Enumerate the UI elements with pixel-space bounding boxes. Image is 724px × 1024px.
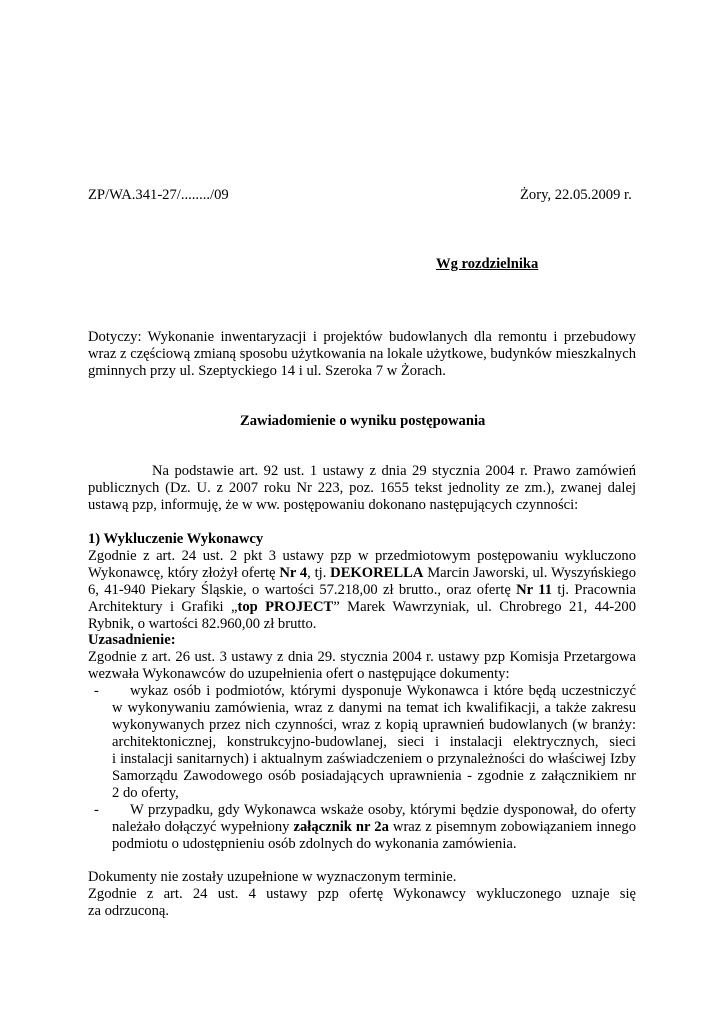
justification-line-1: Zgodnie z art. 26 ust. 3 ustawy z dnia 29. stycznia 2004 r. ustawy pzp Komisja Przetargowa xyxy=(88,649,636,665)
exclusion-line-1: Zgodnie z art. 24 ust. 2 pkt 3 ustawy pzp w przedmiotowym postępowaniu wykluczono xyxy=(88,548,636,564)
intro-line-1: Na podstawie art. 92 ust. 1 ustawy z dnia 29 stycznia 2004 r. Prawo zamówień xyxy=(152,463,636,479)
justification-line-2: wezwała Wykonawców do uzupełnienia ofert o następujące dokumenty: xyxy=(88,666,510,682)
bullet-dash-1: - xyxy=(94,683,99,699)
closing-line-2: Zgodnie z art. 24 ust. 4 ustawy pzp ofertę Wykonawcy wykluczonego uznaje się xyxy=(88,886,636,902)
document-title: Zawiadomienie o wyniku postępowania xyxy=(240,413,486,429)
bullet-1-line-3: wykonywanych przez nich czynności, wraz z kopią uprawnień budowlanych (w branży: xyxy=(112,717,636,733)
bullet-2-line-1: W przypadku, gdy Wykonawca wskaże osoby, którymi będzie dysponował, do oferty xyxy=(130,802,636,818)
justification-label: Uzasadnienie: xyxy=(88,632,176,648)
exclusion-line-2: Wykonawcę, który złożył ofertę Nr 4, tj. DEKORELLA Marcin Jaworski, ul. Wyszyńskiego xyxy=(88,565,637,581)
bullet-1-line-6: Samorządu Zawodowego osób posiadających uprawnienia - zgodnie z załącznikiem nr xyxy=(112,768,636,784)
bullet-1-line-4: architektonicznej, konstrukcyjno-budowlanej, sieci i instalacji elektrycznych, sieci xyxy=(112,734,636,750)
closing-line-1: Dokumenty nie zostały uzupełnione w wyznaczonym terminie. xyxy=(88,869,457,885)
bullet-2-line-2: należało dołączyć wypełniony załącznik nr 2a wraz z pisemnym zobowiązaniem innego xyxy=(112,819,636,835)
bullet-2-line-3: podmiotu o udostępnieniu osób zdolnych do wykonania zamówienia. xyxy=(112,836,517,852)
intro-line-3: ustawą pzp, informuję, że w ww. postępowaniu dokonano następujących czynności: xyxy=(88,497,579,513)
intro-line-2: publicznych (Dz. U. z 2007 roku Nr 223, poz. 1655 tekst jednolity ze zm.), zwanej dalej xyxy=(88,480,636,496)
subject-line-3: gminnych przy ul. Szeptyckiego 14 i ul. Szeroka 7 w Żorach. xyxy=(88,363,446,379)
subject-line-1: Dotyczy: Wykonanie inwentaryzacji i projektów budowlanych dla remontu i przebudowy xyxy=(88,329,636,345)
place-date: Żory, 22.05.2009 r. xyxy=(520,187,632,203)
bullet-dash-2: - xyxy=(94,802,99,818)
reference-number: ZP/WA.341-27/......../09 xyxy=(88,187,229,203)
exclusion-line-3: 6, 41-940 Piekary Śląskie, o wartości 57.218,00 zł brutto., oraz ofertę Nr 11 tj. Pracownia xyxy=(88,582,636,598)
subject-line-2: wraz z częściową zmianą sposobu użytkowania na lokale użytkowe, budynków mieszkalnych xyxy=(88,346,636,362)
exclusion-line-4: Architektury i Grafiki „top PROJECT” Marek Wawrzyniak, ul. Chrobrego 21, 44-200 xyxy=(88,599,637,615)
bullet-1-line-1: wykaz osób i podmiotów, którymi dysponuje Wykonawca i które będą uczestniczyć xyxy=(130,683,636,699)
bullet-1-line-5: i instalacji sanitarnych) i aktualnym zaświadczeniem o przynależności do właściwej Izby xyxy=(112,751,636,767)
recipient: Wg rozdzielnika xyxy=(436,256,539,272)
bullet-1-line-7: 2 do oferty, xyxy=(112,785,179,801)
exclusion-line-5: Rybnik, o wartości 82.960,00 zł brutto. xyxy=(88,616,317,632)
closing-line-3: za odrzuconą. xyxy=(88,903,170,919)
bullet-1-line-2: w wykonywaniu zamówienia, wraz z danymi na temat ich kwalifikacji, a także zakresu xyxy=(112,700,636,716)
section-heading: 1) Wykluczenie Wykonawcy xyxy=(88,531,264,547)
